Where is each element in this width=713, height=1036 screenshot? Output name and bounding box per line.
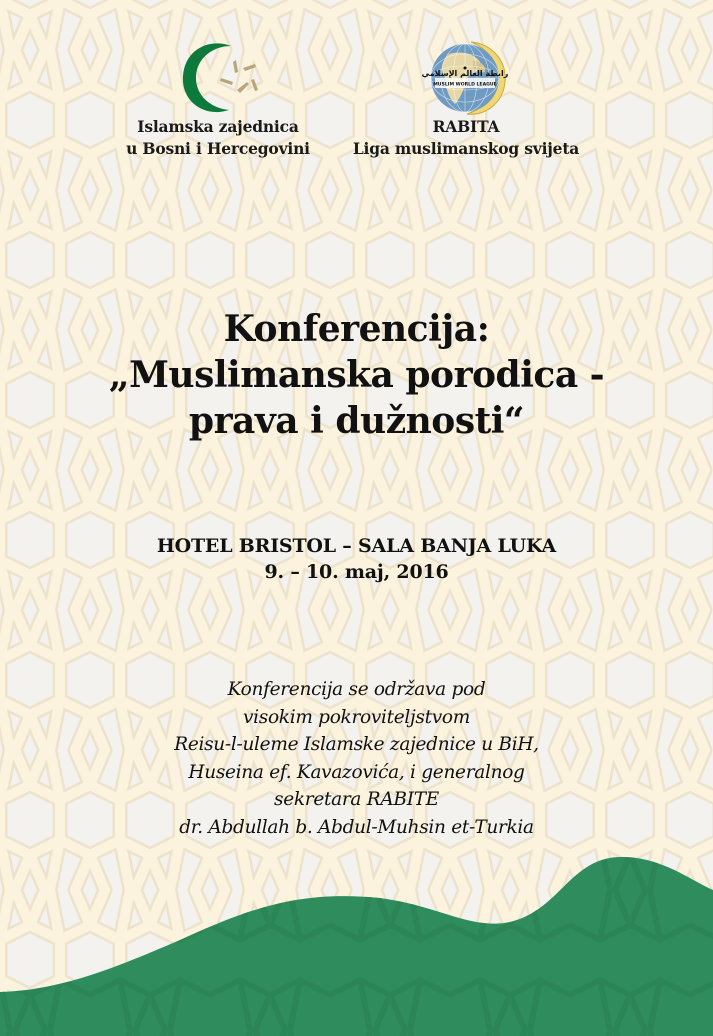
venue-info [0,533,713,585]
logo-arabic-text: رابطة العالم الإسلامي [421,69,509,78]
patronage-line: dr. Abdullah b. Abdul-Muhsin et-Turkia [179,816,534,838]
title-line2: „Muslimanska porodica - [108,354,605,396]
title-line3: prava i dužnosti“ [188,400,525,442]
patronage-statement [0,676,713,841]
patronage-line: Huseina ef. Kavazovića, i generalnog [188,761,525,783]
title-line1: Konferencija: [223,308,490,350]
rabita-logo-block [336,40,596,160]
patronage-line: Reisu-l-uleme Islamske zajednice u BiH, [174,734,539,755]
venue-location: HOTEL BRISTOL – SALA BANJA LUKA [156,535,557,557]
org-name-line1: Islamska zajednica [137,117,299,136]
conference-title [0,306,713,444]
org-name-line2: u Bosni i Hercegovini [126,139,310,158]
islamic-community-logo-block [108,40,328,160]
patronage-line: Konferencija se održava pod [227,679,486,700]
venue-dates: 9. – 10. maj, 2016 [264,561,449,583]
crescent-star-icon [163,40,273,116]
patronage-line: sekretara RABITE [274,789,439,810]
logo-latin-text: MUSLIM WORLD LEAGUE [433,82,497,88]
globe-icon [421,40,511,116]
org-name-line2: Liga muslimanskog svijeta [352,139,580,158]
org-name-line1: RABITA [432,117,500,136]
patronage-line: visokim pokroviteljstvom [243,706,470,728]
